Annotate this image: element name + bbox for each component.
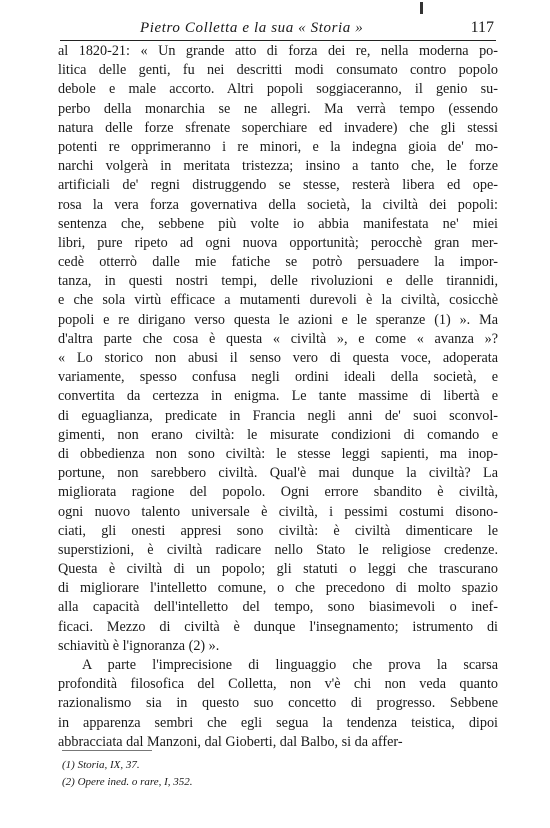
text-line: A parte l'imprecisione di linguaggio che prova la scarsa [82, 657, 498, 673]
footnotes [62, 757, 498, 791]
text-line: superstizioni, è civiltà radicare nello Stato le religiose credenze. [58, 541, 498, 558]
text-line: ficaci. Mezzo di civiltà è dunque l'insegnamento; istrumento di [58, 618, 498, 635]
body-text [58, 42, 498, 752]
footnote: (1) Storia, IX, 37. [62, 759, 140, 771]
text-line: artificiali de' regni distruggendo se stesse, resterà libera ed ope- [58, 177, 498, 194]
text-line: di eguaglianza, predicate in Francia negli anni de' suoi sconvol- [58, 407, 498, 424]
text-line: di migliorare l'intelletto comune, o che precedono di molto spazio [58, 580, 498, 597]
text-line: gimenti, non erano civiltà: le misurate condizioni di comando e [58, 426, 498, 443]
text-line: sentenza che, sebbene più volte io abbia manifestata ne' miei [58, 215, 498, 232]
text-line: potenti re opprimeranno i re minori, e la indegna gioia de' mo- [58, 138, 498, 155]
text-line: al 1820-21: « Un grande atto di forza dei re, nella moderna po- [58, 43, 498, 59]
paragraph-quote [58, 42, 498, 656]
text-line: schiavitù è l'ignoranza (2) ». [58, 637, 220, 654]
footnote: (2) Opere ined. o rare, I, 352. [62, 776, 193, 788]
text-line: perbo della monarchia se ne allegri. Ma verrà tempo (essendo [58, 100, 498, 117]
text-line: tanza, in questi nostri tempi, delle rivoluzioni e delle tirannidi, [58, 273, 498, 290]
text-line: in apparenza sembri che egli segua la tendenza teistica, dipoi [58, 714, 498, 731]
text-line: narchi volgerà in meritata tristezza; insino a tanto che, le forze [58, 158, 498, 175]
text-line: portune, non sarebbero civiltà. Qual'è mai dunque la civiltà? La [58, 465, 498, 482]
text-line: profondità filosofica del Colletta, non v'è chi non veda quanto [58, 676, 498, 693]
text-line: variamente, spesso confusa negli ordini ideali della società, e [58, 369, 498, 386]
text-line: Questa è civiltà di un popolo; gli statuti o leggi che trascurano [58, 561, 498, 578]
text-line: ogni nuovo talento universale è civiltà, i pessimi costumi disono- [58, 503, 498, 520]
text-line: libri, pure ripeto ad ogni nuova opportunità; perocchè gran mer- [58, 234, 498, 251]
running-head [60, 16, 496, 41]
text-line: « Lo storico non abusi il senso vero di questa voce, adoperata [58, 350, 498, 366]
text-line: natura delle forze sfrenate soperchiare ed invadere) che gli stessi [58, 119, 498, 136]
text-line: rosa la vera forza governativa della società, la civiltà dei popoli: [58, 196, 498, 213]
text-line: migliorata ragione del popolo. Ogni errore sbandito è civiltà, [58, 484, 498, 501]
text-line: litica delle genti, fu nei descritti modi consumato contro popolo [58, 62, 498, 79]
running-title: Pietro Colletta e la sua « Storia » [140, 20, 364, 36]
print-mark [420, 2, 423, 14]
page-number: 117 [470, 19, 494, 36]
text-line: convertita da certezza in enigma. Le tante massime di libertà e [58, 388, 498, 405]
text-line: d'altra parte che cosa è questa « civiltà », e come « avanza »? [58, 330, 498, 347]
text-line: di obbedienza non sono civiltà: le stesse leggi sapienti, ma inop- [58, 445, 498, 462]
text-line: debole e male accorto. Altri popoli soggiaceranno, il genio su- [58, 81, 498, 98]
text-line: e che sola virtù efficace a mutamenti durevoli è la civiltà, cosicchè [58, 292, 498, 309]
footnote-rule [62, 750, 152, 751]
text-line: popoli e re dirigano verso questa le azioni e le speranze (1) ». Ma [58, 311, 498, 328]
text-line: ciati, gli onesti appresi sono civiltà: è civiltà dimenticare le [58, 522, 498, 539]
text-line: cedè otterrò dalle mie fatiche se potrò persuadere la impor- [58, 254, 498, 271]
text-line: razionalismo sia in questo suo concetto di progresso. Sebbene [58, 695, 498, 712]
text-line: alla capacità dell'intelletto del tempo, sono biasimevoli o inef- [58, 599, 498, 616]
paragraph-commentary [58, 656, 498, 752]
text-line: abbracciata dal Manzoni, dal Gioberti, dal Balbo, si da affer- [58, 733, 403, 750]
